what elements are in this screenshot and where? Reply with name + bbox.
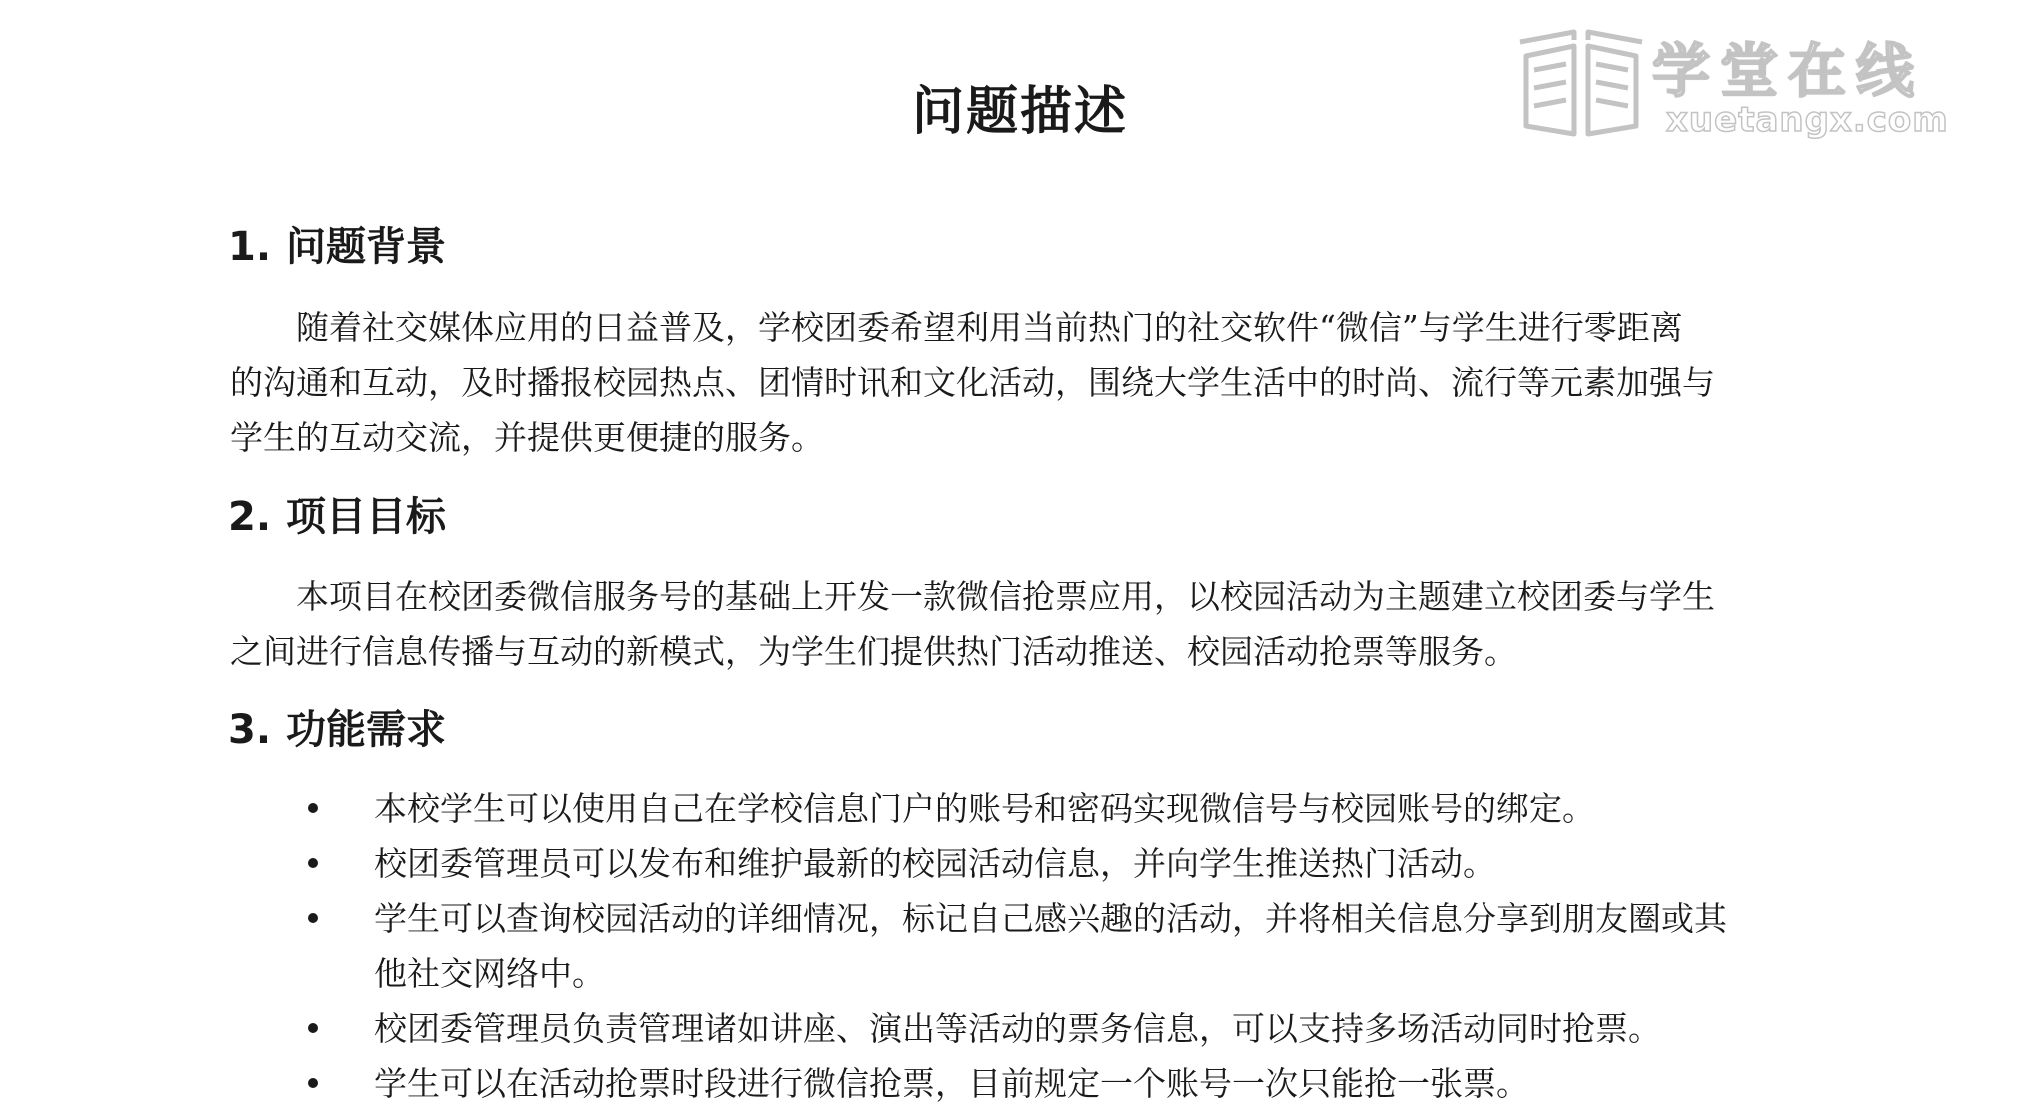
page-title: 问题描述 [911, 82, 1128, 142]
bullet-icon [308, 803, 318, 813]
list-item [230, 1056, 1830, 1104]
list-item-text: 本校学生可以使用自己在学校信息门户的账号和密码实现微信号与校园账号的绑定。 [374, 789, 1595, 828]
watermark-url: xuetangx.com [1666, 100, 1949, 140]
bullet-icon [308, 858, 318, 868]
paragraph-line: 学生的互动交流，并提供更便捷的服务。 [230, 418, 824, 457]
section-title: 问题背景 [286, 224, 446, 270]
list-item-text: 校团委管理员负责管理诸如讲座、演出等活动的票务信息，可以支持多场活动同时抢票。 [374, 1009, 1661, 1048]
book-logo-icon [1516, 26, 1646, 146]
list-item-text: 校团委管理员可以发布和维护最新的校园活动信息，并向学生推送热门活动。 [374, 844, 1496, 883]
section-number: 2. [228, 494, 272, 540]
paragraph-line: 的沟通和互动，及时播报校园热点、团情时讯和文化活动，围绕大学生活中的时尚、流行等元素加强与 [230, 363, 1715, 402]
section-heading-background [228, 220, 446, 274]
bullet-icon [308, 1078, 318, 1088]
section-heading-requirements [228, 703, 446, 757]
paragraph-line: 随着社交媒体应用的日益普及，学校团委希望利用当前热门的社交软件“微信”与学生进行零距离 [296, 308, 1683, 347]
background-paragraph [230, 300, 1810, 465]
section-title: 功能需求 [286, 707, 446, 753]
bullet-icon [308, 913, 318, 923]
list-item-text: 他社交网络中。 [374, 954, 605, 993]
section-title: 项目目标 [286, 494, 446, 540]
list-item [230, 1001, 1830, 1056]
watermark-name: 学堂在线 [1652, 37, 1925, 105]
section-heading-goal [228, 490, 446, 544]
bullet-icon [308, 1023, 318, 1033]
xuetangx-watermark [1516, 22, 1956, 152]
goal-paragraph [230, 569, 1810, 679]
requirements-list [230, 781, 1830, 1104]
list-item-text: 学生可以查询校园活动的详细情况，标记自己感兴趣的活动，并将相关信息分享到朋友圈或其 [374, 899, 1727, 938]
list-item [230, 891, 1830, 1001]
list-item [230, 836, 1830, 891]
section-number: 1. [228, 224, 272, 270]
list-item [230, 781, 1830, 836]
section-number: 3. [228, 707, 272, 753]
paragraph-line: 本项目在校团委微信服务号的基础上开发一款微信抢票应用，以校园活动为主题建立校团委与学生 [296, 577, 1715, 616]
paragraph-line: 之间进行信息传播与互动的新模式，为学生们提供热门活动推送、校园活动抢票等服务。 [230, 632, 1517, 671]
list-item-text: 学生可以在活动抢票时段进行微信抢票，目前规定一个账号一次只能抢一张票。 [374, 1064, 1529, 1103]
